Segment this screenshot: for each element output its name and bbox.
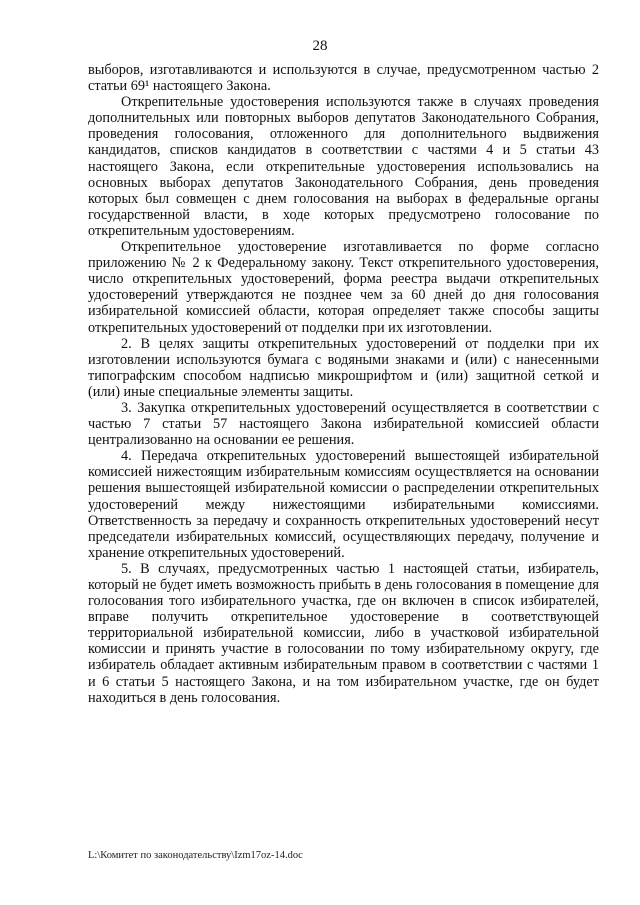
footer-file-path: L:\Комитет по законодательству\Izm17oz-14.doc [88, 850, 303, 861]
paragraph-transfer: 4. Передача открепительных удостоверений вышестоящей избирательной комиссией нижестоящим избирательным комиссиям осуществляется на основании решения вышестоящей избирательной комиссии о распределении открепительных удостоверений между нижестоящими избирательными комиссиями. Ответственность за передачу и сохранность открепительных удостоверений несут председатели избирательных комиссий, осуществляющих передачу, получение и хранение открепительных удостоверений. [88, 448, 599, 561]
paragraph-protection: 2. В целях защиты открепительных удостоверений от подделки при их изготовлении используются бумага с водяными знаками и (или) с нанесенными типографским способом надписью микрошрифтом и (или) защитной сеткой и (или) иные специальные элементы защиты. [88, 335, 599, 400]
page-number: 28 [312, 38, 328, 54]
document-body [88, 62, 599, 706]
paragraph-absentee-form: Открепительное удостоверение изготавливается по форме согласно приложению № 2 к Федеральному закону. Текст открепительного удостоверения, число открепительных удостоверений, форма реестра выдачи открепительных удостоверений утверждаются не позднее чем за 60 дней до дня голосования избирательной комиссией области, которая определяет также способы защиты открепительных удостоверений от подделки при их изготовлении. [88, 239, 599, 336]
paragraph-procurement: 3. Закупка открепительных удостоверений осуществляется в соответствии с частью 7 статьи 57 настоящего Закона избирательной комиссией области централизованно на основании ее решения. [88, 399, 599, 449]
paragraph-absentee-use: Открепительные удостоверения используются также в случаях проведения дополнительных или повторных выборов депутатов Законодательного Собрания, проведения голосования, отложенного для дополнительного выдвижения кандидатов, списков кандидатов в соответствии с частями 4 и 5 статьи 43 настоящего Закона, если открепительные удостоверения использовались на основных выборах депутатов Законодательного Собрания, день проведения которых был совмещен с днем голосования на выборах в федеральные органы государственной власти, в ходе которых предусмотрено голосование по открепительным удостоверениям. [88, 94, 599, 239]
paragraph-continuation: выборов, изготавливаются и используются в случае, предусмотренном частью 2 статьи 69¹ настоящего Закона. [88, 62, 599, 95]
paragraph-voter-rights: 5. В случаях, предусмотренных частью 1 настоящей статьи, избиратель, который не будет иметь возможность прибыть в день голосования в помещение для голосования того избирательного участка, где он включен в список избирателей, вправе получить открепительное удостоверение в соответствующей территориальной избирательной комиссии, либо в участковой избирательной комиссии и принять участие в голосовании по тому избирательному округу, где избиратель обладает активным избирательным правом в соответствии с частями 1 и 6 статьи 5 настоящего Закона, и на том избирательном участке, где он будет находиться в день голосования. [88, 560, 599, 706]
